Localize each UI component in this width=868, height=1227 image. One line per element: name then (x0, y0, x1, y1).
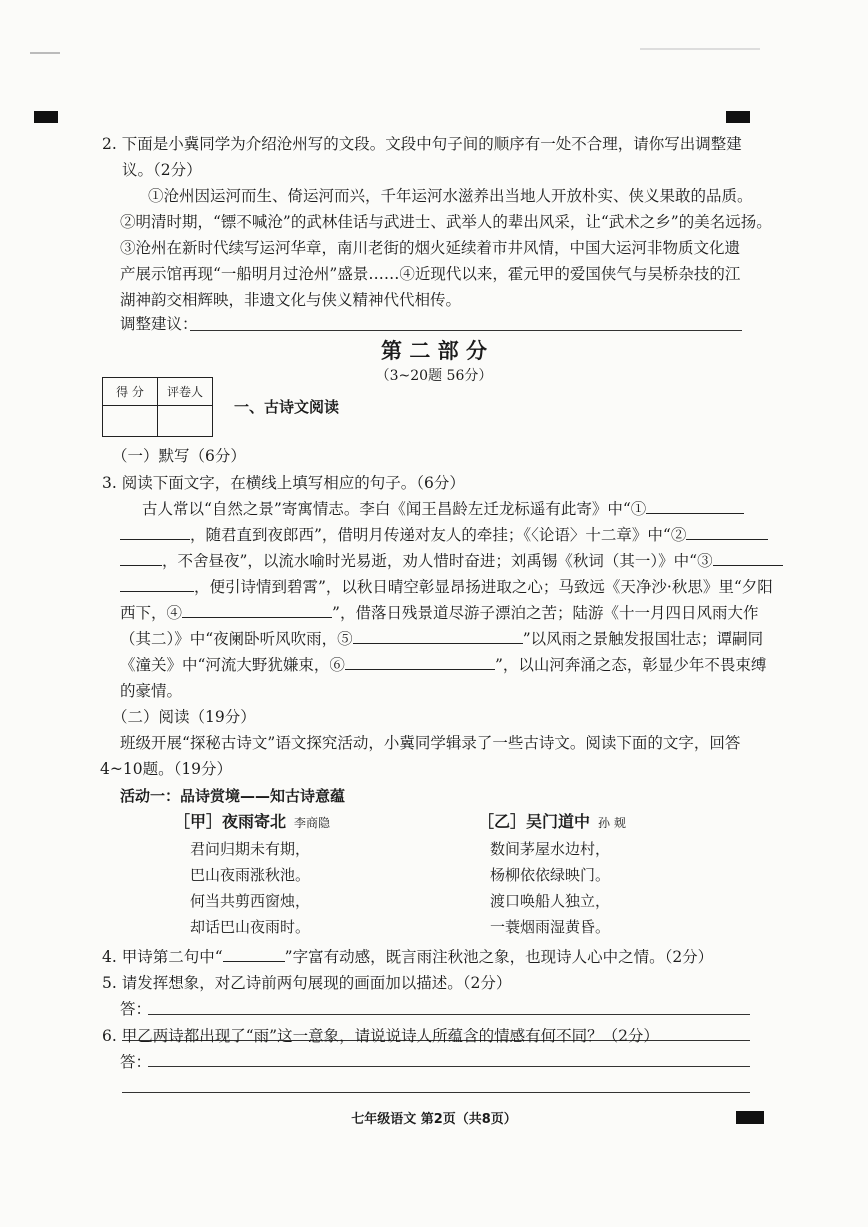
q2-adjust-label: 调整建议： (120, 315, 198, 333)
q3-text-line5 (120, 600, 758, 626)
reading-intro-line1: 班级开展“探秘古诗文”语文探究活动，小冀同学辑录了一些古诗文。阅读下面的文字，回答 (120, 734, 741, 752)
q3-text-line8: 的豪情。 (120, 682, 183, 700)
section-heading-classical: 一、古诗文阅读 (234, 398, 340, 416)
q3-seg-g: （其二）》中“夜阑卧听风吹雨，⑤ (120, 630, 353, 648)
poem-b-line4: 一蓑烟雨湿黄昏。 (490, 918, 611, 936)
registration-mark-top-right (726, 111, 750, 123)
sub-heading-reading: （二）阅读（19分） (112, 708, 256, 726)
scan-smudge (30, 52, 60, 54)
poem-a-author: 李商隐 (294, 816, 331, 830)
q5-answer-label: 答： (120, 1000, 152, 1018)
part2-subtitle: （3~20题 56分） (375, 368, 493, 384)
poem-b-author: 孙 觌 (598, 816, 626, 830)
blank-1-cont[interactable] (120, 523, 190, 540)
q3-seg-j: ”，以山河奔涌之态，彰显少年不畏束缚 (494, 656, 767, 674)
q6-answer-line1[interactable] (148, 1066, 750, 1067)
q6-answer-label: 答： (120, 1053, 152, 1071)
q6-answer-line2[interactable] (122, 1092, 750, 1093)
q3-seg-i: 《潼关》中“河流大野犹嫌束，⑥ (120, 656, 345, 674)
q3-text-line1 (142, 496, 758, 522)
reading-intro-line2: 4~10题。（19分） (100, 760, 233, 778)
q4-text (102, 944, 758, 970)
q2-passage-line2: ②明清时期，“镖不喊沧”的武林佳话与武进士、武举人的辈出风采，让“武术之乡”的美名远扬。 (120, 213, 772, 231)
blank-2[interactable] (686, 523, 768, 540)
blank-4[interactable] (182, 601, 332, 618)
poem-a-line4: 却话巴山夜雨时。 (190, 918, 311, 936)
q2-passage-line3: ③沧州在新时代续写运河华章，南川老街的烟火延续着市井风情，中国大运河非物质文化遗 (120, 239, 741, 257)
reviewer-header: 评卷人 (158, 378, 213, 406)
q3-seg-d: ，便引诗情到碧霄”，以秋日晴空彰显昂扬进取之心；马致远《天净沙·秋思》里“夕阳 (194, 578, 773, 596)
poem-a-title-row (174, 810, 330, 835)
q4-pre: 4. 甲诗第二句中“ (102, 948, 223, 966)
sub-heading-dictation: （一）默写（6分） (112, 447, 246, 465)
poem-a-line3: 何当共剪西窗烛， (190, 892, 311, 910)
poem-b-line3: 渡口唤船人独立， (490, 892, 611, 910)
blank-6[interactable] (345, 653, 495, 670)
q3-text-line2 (120, 522, 758, 548)
q2-passage-line1: ①沧州因运河而生、倚运河而兴，千年运河水滋养出当地人开放朴实、侠义果敢的品质。 (148, 187, 753, 205)
q5-text: 5. 请发挥想象，对乙诗前两句展现的画面加以描述。（2分） (102, 974, 512, 992)
score-cell[interactable] (103, 406, 158, 437)
poem-a-line1: 君问归期未有期， (190, 840, 311, 858)
q3-seg-f: ”，借落日残景道尽游子漂泊之苦；陆游《十一月四日风雨大作 (332, 604, 759, 622)
q3-seg-b: ，随君直到夜郎西”，借明月传递对友人的牵挂；《〈论语〉十二章》中“② (190, 526, 687, 544)
blank-3[interactable] (713, 549, 783, 566)
q2-passage-line4: 产展示馆再现“一船明月过沧州”盛景……④近现代以来，霍元甲的爱国侠气与吴桥杂技的江 (120, 265, 741, 283)
q3-text-line3 (120, 548, 758, 574)
q2-answer-line[interactable] (190, 330, 742, 331)
part2-title: 第 二 部 分 (381, 339, 487, 363)
poem-b-line1: 数间茅屋水边村， (490, 840, 611, 858)
q3-text-line7 (120, 652, 767, 678)
poem-b-title: ［乙］吴门道中 (478, 812, 591, 831)
q2-prompt-line2: 议。（2分） (122, 161, 202, 179)
registration-mark-top-left (34, 111, 58, 123)
blank-5[interactable] (353, 627, 523, 644)
q2-passage-line5: 湖神韵交相辉映，非遗文化与侠义精神代代相传。 (120, 291, 462, 309)
q3-prompt: 3. 阅读下面文字，在横线上填写相应的句子。（6分） (102, 474, 465, 492)
q3-text-line6 (120, 626, 764, 652)
q3-seg-h: ”以风雨之景触发报国壮志；谭嗣同 (522, 630, 764, 648)
activity1-heading: 活动一：品诗赏境——知古诗意蕴 (120, 787, 346, 805)
poem-a-line2: 巴山夜雨涨秋池。 (190, 866, 311, 884)
blank-2-cont[interactable] (120, 549, 162, 566)
page-footer: 七年级语文 第2页（共8页） (351, 1112, 517, 1127)
score-header: 得 分 (103, 378, 158, 406)
poem-b-line2: 杨柳依依绿映门。 (490, 866, 611, 884)
poem-b-title-row (478, 810, 626, 835)
scan-smudge-right (640, 48, 760, 50)
q3-text-line4 (120, 574, 773, 600)
q2-prompt-line1: 2. 下面是小冀同学为介绍沧州写的文段。文段中句子间的顺序有一处不合理，请你写出调整建 (102, 135, 742, 153)
q4-post: ”字富有动感，既言雨注秋池之象，也现诗人心中之情。（2分） (284, 948, 714, 966)
blank-3-cont[interactable] (120, 575, 194, 592)
q4-blank[interactable] (223, 945, 285, 962)
q5-answer-line1[interactable] (148, 1014, 750, 1015)
q6-text: 6. 甲乙两诗都出现了“雨”这一意象，请说说诗人所蕴含的情感有何不同？（2分） (102, 1027, 659, 1045)
score-table (102, 377, 213, 437)
q3-seg-a: 古人常以“自然之景”寄寓情志。李白《闻王昌龄左迁龙标遥有此寄》中“① (142, 500, 647, 518)
blank-1[interactable] (646, 497, 744, 514)
q3-seg-e: 西下，④ (120, 604, 183, 622)
poem-a-title: ［甲］夜雨寄北 (174, 812, 287, 831)
reviewer-cell[interactable] (158, 406, 213, 437)
q3-seg-c: ，不舍昼夜”，以流水喻时光易逝，劝人惜时奋进；刘禹锡《秋词（其一）》中“③ (162, 552, 713, 570)
